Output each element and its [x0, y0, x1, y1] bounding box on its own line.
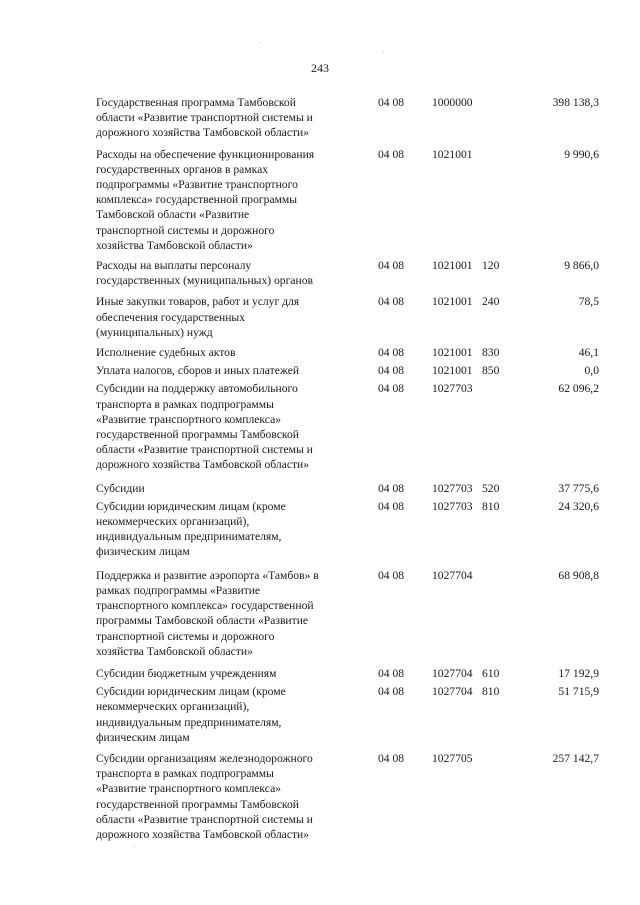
row-section-code: 04 08 [378, 259, 405, 273]
table-row [96, 499, 599, 560]
table-row [96, 258, 599, 288]
row-article-code: 1021001 [432, 147, 473, 161]
row-article-code: 1027705 [432, 751, 473, 765]
row-article-code: 1021001 [432, 364, 473, 378]
row-name: Государственная программа Тамбовской области «Развитие транспортной системы и дорожного хозяйства Тамбовской области» [96, 96, 313, 140]
row-amount: 17 192,9 [558, 666, 599, 680]
row-name: Субсидии юридическим лицам (кроме некоммерческих организаций), индивидуальным предпринимателям, физическим лицам [96, 499, 286, 559]
row-article-code: 1027703 [432, 481, 473, 495]
row-article-code: 1027703 [432, 499, 473, 513]
row-expense-type: 120 [482, 259, 500, 273]
row-expense-type: 240 [482, 295, 500, 309]
row-article-code: 1021001 [432, 295, 473, 309]
table-row [96, 294, 599, 340]
row-expense-type: 850 [482, 364, 500, 378]
row-article-code: 1027704 [432, 568, 473, 582]
table-row [96, 751, 599, 842]
table-row [96, 481, 599, 496]
row-expense-type: 830 [482, 346, 500, 360]
row-article-code: 1000000 [432, 96, 473, 109]
row-name: Субсидии организациям железнодорожного транспорта в рамках подпрограммы «Развитие транспортного комплекса» государственной программы Тамбовской области «Развитие транспортной системы и дорожного хозяйства Тамбовской области» [96, 751, 313, 841]
row-section-code: 04 08 [378, 499, 405, 513]
row-amount: 9 866,0 [564, 259, 599, 273]
row-section-code: 04 08 [378, 147, 405, 161]
scan-speck [260, 42, 261, 43]
row-name: Уплата налогов, сборов и иных платежей [96, 364, 300, 378]
row-article-code: 1027704 [432, 685, 473, 699]
row-amount: 68 908,8 [558, 568, 599, 582]
row-section-code: 04 08 [378, 346, 405, 360]
row-name: Субсидии бюджетным учреждениям [96, 666, 277, 680]
row-section-code: 04 08 [378, 685, 405, 699]
row-amount: 9 990,6 [564, 147, 599, 161]
row-amount: 257 142,7 [552, 751, 599, 765]
row-article-code: 1027703 [432, 382, 473, 396]
table-row [96, 345, 599, 360]
row-name: Поддержка и развитие аэропорта «Тамбов» в рамках подпрограммы «Развитие транспортного комплекса» государственной программы Тамбовской области «Развитие транспортной системы и дорожного хозяйства Тамбовской области» [96, 568, 319, 658]
row-article-code: 1021001 [432, 259, 473, 273]
row-name: Субсидии на поддержку автомобильного транспорта в рамках подпрограммы «Развитие транспортного комплекса» государственной программы Тамбовской области «Развитие транспортной системы и дорожного хозяйства Тамбовской области» [96, 382, 313, 472]
row-section-code: 04 08 [378, 364, 405, 378]
row-expense-type: 810 [482, 685, 500, 699]
row-section-code: 04 08 [378, 295, 405, 309]
row-section-code: 04 08 [378, 481, 405, 495]
row-expense-type: 520 [482, 481, 500, 495]
row-amount: 398 138,3 [552, 96, 599, 109]
scan-speck [383, 52, 384, 53]
row-section-code: 04 08 [378, 568, 405, 582]
table-row [96, 666, 599, 681]
row-expense-type: 610 [482, 666, 500, 680]
row-name: Расходы на обеспечение функционирования государственных органов в рамках подпрограммы «Развитие транспортного комплекса» государственной программы Тамбовской области «Развитие транспортной системы и дорожного хозяйства Тамбовской области» [96, 147, 315, 252]
row-amount: 0,0 [584, 364, 599, 378]
row-section-code: 04 08 [378, 751, 405, 765]
table-row [96, 684, 599, 745]
table-row [96, 363, 599, 378]
row-section-code: 04 08 [378, 96, 405, 109]
row-amount: 37 775,6 [558, 481, 599, 495]
row-amount: 24 320,6 [558, 499, 599, 513]
row-name: Субсидии [96, 481, 145, 495]
row-amount: 46,1 [578, 346, 599, 360]
table-row [96, 568, 599, 659]
table-row [96, 95, 599, 141]
row-section-code: 04 08 [378, 666, 405, 680]
row-section-code: 04 08 [378, 382, 405, 396]
row-name: Иные закупки товаров, работ и услуг для обеспечения государственных (муниципальных) нужд [96, 295, 300, 339]
row-name: Расходы на выплаты персоналу государственных (муниципальных) органов [96, 259, 313, 288]
row-article-code: 1021001 [432, 346, 473, 360]
row-expense-type: 810 [482, 499, 500, 513]
table-row [96, 381, 599, 472]
scan-speck [134, 846, 135, 847]
page-number: 243 [311, 61, 329, 75]
row-amount: 78,5 [578, 295, 599, 309]
row-article-code: 1027704 [432, 666, 473, 680]
row-name: Субсидии юридическим лицам (кроме некоммерческих организаций), индивидуальным предпринимателям, физическим лицам [96, 685, 286, 744]
budget-table [96, 95, 599, 842]
row-amount: 62 096,2 [558, 382, 599, 396]
row-name: Исполнение судебных актов [96, 346, 236, 360]
table-row [96, 147, 599, 253]
row-amount: 51 715,9 [558, 685, 599, 699]
